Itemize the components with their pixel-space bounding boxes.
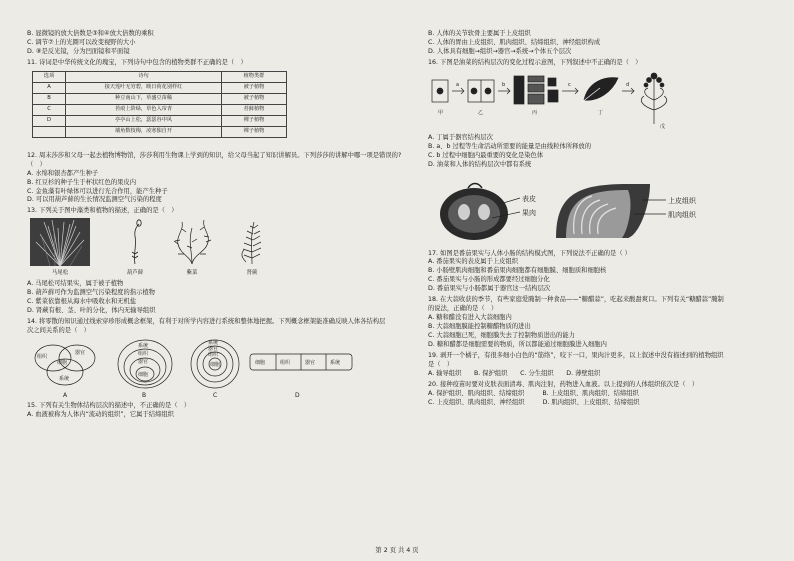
- venn-c-tissue: 组织: [208, 351, 219, 358]
- q16-option-a: A. 丁属于器官结构层次: [428, 133, 493, 141]
- q13-option-b: B. 葫芦藓可作为监测空气污染程度的指示植物: [27, 289, 155, 297]
- q20-option-b: B. 上皮组织、肌肉组织、结缔组织: [542, 389, 639, 397]
- table-cell: 接天莲叶无穷碧，映日荷花别样红: [66, 82, 222, 93]
- q11-stem: 11. 诗词是中华传统文化的瑰宝，下列诗句中包含的植物类群不正确的是（ ）: [27, 58, 247, 66]
- table-header-row: [33, 71, 287, 82]
- q20-options-cd: [428, 399, 778, 408]
- plant-label-funaria: 葫芦藓: [126, 269, 144, 276]
- table-cell: C: [33, 104, 66, 115]
- arrow-label-c: c: [568, 81, 571, 88]
- table-row: [33, 93, 287, 104]
- q15-option-c: C. 人体的胃由上皮组织、肌肉组织、结缔组织、神经组织构成: [428, 38, 601, 46]
- venn-d-tissue: 组织: [280, 359, 291, 366]
- venn-b-system: 系统: [138, 342, 149, 349]
- q18-option-d: D. 糖和醋都是细胞需要的物质，所以都能通过细胞膜进入细胞内: [428, 340, 607, 348]
- table-header: 植物类群: [222, 71, 287, 82]
- seaweed-drawing-icon: [170, 218, 214, 266]
- q19-stem-cont: 是（ ）: [428, 360, 454, 368]
- q16-option-d: D. 油菜和人体的结构层次中都有系统: [428, 160, 532, 168]
- table-cell: 裸子植物: [222, 126, 287, 137]
- plant-label-fern: 肾蕨: [246, 269, 258, 276]
- q12-stem: 12. 周末莎莎和父母一起去植物博物馆，莎莎利用生物课上学到的知识，给父母当起了知识讲解员。下列莎莎的讲解中哪一项是错误的?: [27, 151, 402, 159]
- table-row: [33, 82, 287, 93]
- q15-option-b: B. 人体的关节软骨主要属于上皮组织: [428, 30, 531, 37]
- table-header: 诗句: [66, 71, 222, 82]
- q10-option-b: B. 显微镜的放大倍数是③和④放大倍数的乘积: [27, 30, 154, 37]
- venn-diagram-b: [115, 338, 175, 390]
- venn-a-cell: 细胞: [57, 359, 68, 366]
- q18-stem-cont: 的说法，正确的是（ ）: [428, 305, 498, 313]
- table-cell: A: [33, 82, 66, 93]
- table-cell: 被子植物: [222, 82, 287, 93]
- table-cell: [33, 126, 66, 137]
- venn-diagram-a: [27, 338, 107, 390]
- venn-b-cell: 细胞: [138, 371, 149, 378]
- q16-stem: 16. 下图是油菜的结构层次的变化过程示意图，下列叙述中不正确的是（ ）: [428, 58, 642, 66]
- q17-tomato-intestine-figure: [428, 174, 778, 246]
- venn-c-cell: 细胞: [210, 361, 221, 368]
- q12-option-a: A. 水绵和银杏都产生种子: [27, 169, 99, 177]
- q20-option-c: C. 上皮组织、肌肉组织、神经组织: [428, 398, 525, 406]
- intestine-label-epithelial: 上皮组织: [668, 196, 696, 205]
- venn-b-tissue: 组织: [138, 350, 149, 357]
- venn-b-organ: 器官: [138, 358, 149, 365]
- table-cell: 墙角数枝梅，凌寒独自开: [66, 126, 222, 137]
- table-cell: 裸子植物: [222, 115, 287, 126]
- venn-a-system: 系统: [59, 375, 70, 382]
- q17-option-d: D. 番茄果实与小肠都属于器官这一结构层次: [428, 285, 551, 293]
- q15-option-d: D. 人体具有细胞→组织→器官→系统→个体五个层次: [428, 47, 572, 55]
- stage-label-bing: 丙: [532, 109, 538, 116]
- plant-figure-porphyra: [167, 218, 217, 277]
- venn-label-b: B: [142, 391, 147, 399]
- q20-option-a: A. 保护组织、肌肉组织、结缔组织: [428, 389, 525, 397]
- q13-option-d: D. 肾蕨有根、茎、叶的分化，体内无输导组织: [27, 307, 156, 315]
- tomato-label-epidermis: 表皮: [522, 194, 536, 203]
- table-cell: B: [33, 93, 66, 104]
- q12-stem-paren: （ ）: [27, 160, 46, 168]
- q18-stem: 18. 在大蒜收获的季节，有些家庭爱腌制一种食品——“糖醋蒜”，吃起来酸甜爽口。下列有关“糖醋蒜”腌制: [428, 296, 724, 304]
- q19-options: A. 输导组织 B. 保护组织 C. 分生组织 D. 薄壁组织: [428, 369, 601, 377]
- q14-stem: 14. 将零散的知识通过线索穿珍形成概念框架，有利于对所学内容进行系统和整体地把握。下列概念框架能准确反映人体各结构层: [27, 318, 386, 326]
- venn-a-organ: 器官: [75, 349, 86, 356]
- stage-label-ding: 丁: [598, 109, 604, 116]
- moss-drawing-icon: [125, 218, 145, 266]
- q14-concept-diagrams: [27, 338, 407, 400]
- q10-option-d: D. ⑧是反光镜，分为凹面镜和平面镜: [27, 47, 130, 55]
- q19-stem: 19. 剥开一个橘子，有很多细小白色的“筋络”，咬下一口，果肉汁更多，以上叙述中没有描述到的植物组织: [428, 351, 724, 359]
- plant-figure-fern: [227, 218, 277, 277]
- arrow-label-a: a: [456, 81, 460, 88]
- q14-stem-cont: 次之间关系的是（ ）: [27, 327, 90, 334]
- q17-stem: 17. 如图是番茄果实与人体小肠的结构模式图，下列说法不正确的是（ ）: [428, 249, 631, 257]
- venn-d-cell: 细胞: [255, 359, 266, 366]
- stage-label-jia: 甲: [438, 109, 444, 116]
- right-column: [428, 30, 778, 407]
- table-row: [33, 115, 287, 126]
- table-row: [33, 104, 287, 115]
- venn-d-system: 系统: [330, 359, 341, 366]
- q11-poem-table: [32, 71, 287, 138]
- q10-option-c: C. 调节⑦上的光圈可以改变视野的大小: [27, 38, 136, 46]
- venn-label-d: D: [295, 391, 300, 399]
- q15-option-a: A. 血液被称为人体内“流动的组织”，它属于结缔组织: [27, 410, 174, 418]
- q17-option-a: A. 番茄果实的表皮属于上皮组织: [428, 258, 519, 266]
- table-cell: 被子植物: [222, 93, 287, 104]
- q18-option-a: A. 糖和醋没有进入大蒜细胞内: [428, 314, 512, 322]
- plant-label-masson-pine: 马尾松: [51, 269, 69, 276]
- venn-label-a: A: [63, 391, 68, 399]
- q16-cell-strip-figure: [428, 70, 778, 132]
- venn-a-tissue: 组织: [37, 353, 48, 360]
- arrow-label-b: b: [502, 81, 506, 88]
- pine-photo-icon: [30, 218, 90, 266]
- q12-option-b: B. 红豆杉的种子生于杯状红色的果皮内: [27, 178, 137, 186]
- venn-label-c: C: [213, 391, 218, 399]
- plant-figure-masson-pine: [29, 218, 91, 277]
- stage-label-yi: 乙: [478, 109, 484, 116]
- q16-option-b: B. a、b 过程等生命活动所需要的能量是由线粒体所释放的: [428, 142, 592, 150]
- q16-option-c: C. b 过程中细胞内最重要的变化是染色体: [428, 151, 544, 159]
- table-cell: D: [33, 115, 66, 126]
- venn-diagram-c: [185, 338, 245, 390]
- arrow-label-d: d: [626, 81, 630, 88]
- table-header: 选项: [33, 71, 66, 82]
- table-row: [33, 126, 287, 137]
- tomato-intestine-diagram: [428, 174, 728, 246]
- plant-figure-funaria: [115, 218, 155, 277]
- q13-option-a: A. 马尾松可结果实，属于被子植物: [27, 280, 124, 288]
- venn-c-organ: 器官: [208, 345, 219, 352]
- tomato-label-pulp: 果肉: [522, 208, 536, 217]
- q20-option-d: D. 肌肉组织、上皮组织、结缔组织: [542, 398, 640, 406]
- canola-structure-diagram: [428, 70, 678, 132]
- fern-drawing-icon: [232, 218, 272, 266]
- plant-label-porphyra: 紫菜: [186, 269, 198, 276]
- q18-option-c: C. 大蒜细胞已死，细胞膜失去了控制物质进出的能力: [428, 331, 575, 339]
- q17-option-c: C. 番茄果实与小肠的形成都要经过细胞分化: [428, 276, 550, 284]
- venn-c-system: 系统: [208, 339, 219, 346]
- q20-options-ab: [428, 390, 778, 399]
- table-cell: 苔痕上阶绿，草色入帘青: [66, 104, 222, 115]
- q20-stem: 20. 接种疫苗时要对皮肤表面清毒、肌肉注射，药物进入血液。以上提到的人体组织依次是（ ）: [428, 380, 699, 388]
- page-footer: 第 2 页 共 4 页: [375, 547, 419, 554]
- intestine-label-muscle: 肌肉组织: [668, 210, 696, 219]
- q12-option-d: D. 可以用葫芦藓的生长情况监测空气污染的程度: [27, 196, 162, 204]
- q13-plant-figures: [27, 218, 407, 278]
- q12-option-c: C. 金鱼藻有叶绿体可以进行光合作用，能产生种子: [27, 187, 168, 195]
- table-cell: 亭亭山上松，瑟瑟谷中风: [66, 115, 222, 126]
- table-cell: 种豆南山下，草盛豆苗稀: [66, 93, 222, 104]
- left-column: [27, 30, 407, 420]
- q18-option-b: B. 大蒜细胞膜能控制糖醋物质的进出: [428, 323, 531, 330]
- q17-option-b: B. 小肠壁肌肉细胞和番茄果肉细胞都有细胞膜、细胞质和细胞核: [428, 267, 607, 275]
- q13-stem: 13. 下列关于图中藻类和植物的描述，正确的是（ ）: [27, 207, 178, 215]
- stage-label-wu: 戊: [660, 123, 666, 130]
- q15-stem: 15. 下列有关生物体结构层次的描述中，不正确的是（ ）: [27, 401, 191, 409]
- venn-d-organ: 器官: [305, 359, 316, 366]
- q13-option-c: C. 紫菜依靠根从海水中吸收水和无机盐: [27, 298, 137, 306]
- venn-diagram-d: [249, 352, 353, 372]
- table-cell: 苔藓植物: [222, 104, 287, 115]
